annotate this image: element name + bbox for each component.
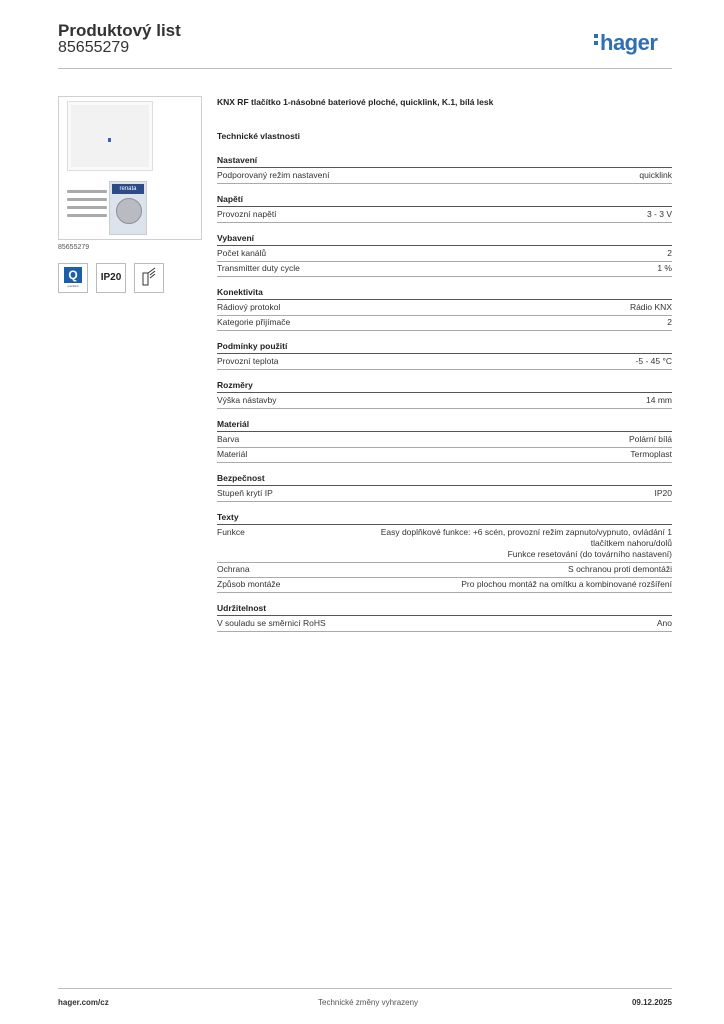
spec-value: Pro plochou montáž na omítku a kombinované rozšíření (461, 579, 672, 589)
spec-row (217, 169, 672, 184)
section-rule (217, 353, 672, 354)
spec-label: Barva (217, 434, 240, 444)
spec-value: 2 (667, 317, 672, 327)
spec-label: Počet kanálů (217, 248, 267, 258)
section-rule (217, 485, 672, 486)
spec-row (217, 262, 672, 277)
header-divider (58, 68, 672, 69)
led-indicator (108, 138, 111, 142)
spec-value: S ochranou proti demontáži (568, 564, 672, 574)
section-rule (217, 167, 672, 168)
section-title: Napětí (217, 194, 243, 204)
spec-label: Funkce (217, 527, 245, 537)
coin-cell-icon (116, 198, 142, 224)
footer-disclaimer: Technické změny vyhrazeny (318, 998, 419, 1007)
footer-website: hager.com/cz (58, 998, 109, 1007)
spec-row (217, 208, 672, 223)
technical-properties-heading: Technické vlastnosti (217, 131, 300, 141)
spec-row (217, 316, 672, 331)
spec-label: Způsob montáže (217, 579, 281, 589)
switch-image (67, 101, 153, 171)
section-title: Bezpečnost (217, 473, 265, 483)
section-rule (217, 206, 672, 207)
battery-image (109, 181, 147, 235)
spec-label: Materiál (217, 449, 248, 459)
spec-value-line: Easy doplňkové funkce: +6 scén, provozní režim zapnuto/vypnuto, ovládání 1 (380, 527, 672, 537)
spec-value: 3 - 3 V (646, 209, 672, 219)
spec-value: 2 (667, 248, 672, 258)
section-rule (217, 299, 672, 300)
footer-divider (58, 988, 672, 989)
spec-value: IP20 (654, 488, 672, 498)
section-title: Udržitelnost (217, 603, 267, 613)
surface-mount-badge (134, 263, 164, 293)
spec-row (217, 448, 672, 463)
product-title: KNX RF tlačítko 1-násobné bateriové ploché, quicklink, K.1, bílá lesk (217, 97, 494, 107)
logo-dots-icon (594, 31, 600, 48)
footer-date: 09.12.2025 (631, 998, 672, 1007)
spec-value: -5 - 45 °C (635, 356, 672, 366)
section-rule (217, 615, 672, 616)
spec-value: 1 % (657, 263, 672, 273)
section-rule (217, 245, 672, 246)
spec-value: Termoplast (630, 449, 672, 459)
spec-row (217, 301, 672, 316)
spec-label: Kategorie přijímače (217, 317, 291, 327)
section-title: Nastavení (217, 155, 258, 165)
spec-label: V souladu se směrnicí RoHS (217, 618, 326, 628)
section-rule (217, 524, 672, 525)
spec-label: Výška nástavby (217, 395, 277, 405)
spec-label: Provozní teplota (217, 356, 279, 366)
spec-label: Stupeň krytí IP (217, 488, 273, 498)
quicklink-badge (58, 263, 88, 293)
section-rule (217, 392, 672, 393)
section-rule (217, 431, 672, 432)
page-title: Produktový list (58, 21, 181, 40)
spec-label: Rádiový protokol (217, 302, 281, 312)
spec-label: Transmitter duty cycle (217, 263, 300, 273)
spec-value-line: tlačítkem nahoru/dolů (590, 538, 672, 548)
spec-label: Provozní napětí (217, 209, 277, 219)
quicklink-icon: Q (64, 267, 82, 283)
spec-row (217, 394, 672, 409)
section-title: Konektivita (217, 287, 263, 297)
spec-value (342, 527, 672, 560)
logo-text: hager (600, 30, 658, 55)
section-title: Rozměry (217, 380, 253, 390)
spec-row (217, 355, 672, 370)
spec-label: Ochrana (217, 564, 250, 574)
spec-row (217, 563, 672, 578)
spec-row (217, 526, 672, 563)
product-image-frame (58, 96, 202, 240)
quicklink-label: quicklink (67, 284, 79, 288)
section-title: Podmínky použití (217, 341, 288, 351)
section-title: Texty (217, 512, 239, 522)
spec-value: Polární bílá (629, 434, 672, 444)
battery-brand: renata (112, 184, 144, 194)
image-caption: 85655279 (58, 244, 90, 251)
product-code: 85655279 (58, 39, 130, 56)
spec-value-line: Funkce resetování (do továrního nastavení) (507, 549, 672, 559)
spec-row (217, 247, 672, 262)
spec-row (217, 433, 672, 448)
surface-mount-icon (139, 267, 159, 289)
spec-value: quicklink (639, 170, 672, 180)
screws-image (67, 185, 107, 225)
spec-value: 14 mm (646, 395, 672, 405)
spec-value: Ano (656, 618, 672, 628)
ip20-badge: IP20 (96, 263, 126, 293)
section-title: Vybavení (217, 233, 255, 243)
spec-row (217, 578, 672, 593)
section-title: Materiál (217, 419, 250, 429)
spec-row (217, 487, 672, 502)
spec-row (217, 617, 672, 632)
spec-value: Rádio KNX (629, 302, 672, 312)
hager-logo (594, 30, 657, 56)
spec-label: Podporovaný režim nastavení (217, 170, 330, 180)
